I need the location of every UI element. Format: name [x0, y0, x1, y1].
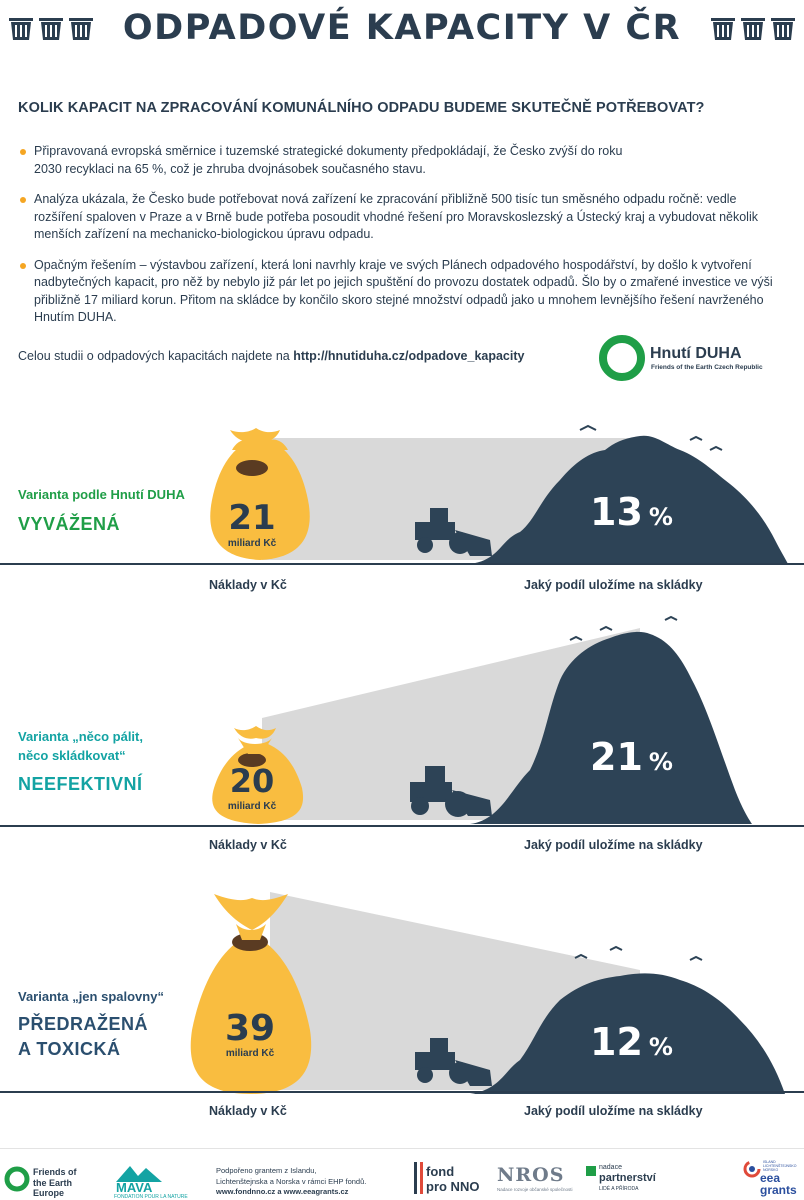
- section-question: KOLIK KAPACIT NA ZPRACOVÁNÍ KOMUNÁLNÍHO ODPADU BUDEME SKUTEČNĚ POTŘEBOVAT?: [18, 100, 705, 116]
- eea-line: grants: [760, 1183, 797, 1197]
- percent-sign: %: [648, 1033, 673, 1061]
- friends-of-earth-logo-icon: [4, 1166, 30, 1192]
- cost-label: Náklady v Kč: [209, 838, 287, 852]
- variant-subtitle: Varianta podle Hnutí DUHA: [18, 487, 185, 502]
- landfill-label: Jaký podíl uložíme na skládky: [524, 838, 703, 852]
- landfill-label: Jaký podíl uložíme na skládky: [524, 578, 703, 592]
- bullet-list: [18, 143, 778, 340]
- bullet-item: Analýza ukázala, že Česko bude potřebovat nová zařízení ke zpracování přibližně 500 tisíc tun směsného odpadu ročně: vedle rozšíření spaloven v Praze a v Brně bude potřeba posoudit vhodné řešení pro Moravskoslezský a Ústecký kraj a vybudovat několik menších zařízení na mechanicko-biologickou úpravu odpadu.: [18, 191, 778, 244]
- bird-icon: [710, 447, 722, 450]
- nadace-partnerstvi-icon: [586, 1166, 596, 1176]
- cost-unit: miliard Kč: [227, 538, 277, 549]
- nadace-line: nadace: [599, 1164, 622, 1171]
- variant-subtitle: Varianta „jen spalovny“: [18, 989, 164, 1004]
- cost-unit: miliard Kč: [227, 801, 277, 812]
- foe-logo-text: [33, 1167, 77, 1199]
- landfill-value: 13: [590, 490, 643, 534]
- fond-bar-red: [420, 1162, 423, 1194]
- support-text: [216, 1166, 366, 1198]
- study-line: [18, 349, 524, 363]
- eea-line: eea: [760, 1171, 781, 1185]
- bullet-item: Opačným řešením – výstavbou zařízení, která loni navrhly kraje ve svých Plánech odpadového hospodářství, by došlo k vytvoření nadbytečných kapacit, pro něž by nebylo již pár let po jejich spuštění do provozu dostatek odpadů. Šlo by o zmařené investice ve výši přibližně 17 miliard korun. Přitom na skládce by končilo skoro stejné množství odpadů jako u mnohem levnějšího řešení navrženého Hnutím DUHA.: [18, 257, 778, 327]
- support-line: www.fondnno.cz a www.eeagrants.cz: [216, 1187, 349, 1196]
- bag-knot: [236, 460, 268, 476]
- page-title: ODPADOVÉ KAPACITY V ČR: [122, 8, 682, 48]
- mava-logo-text: MAVA: [116, 1180, 153, 1195]
- nros-logo-subtitle: Nadace rozvoje občanské společnosti: [497, 1187, 573, 1192]
- bird-icon: [690, 957, 702, 960]
- cost-unit: miliard Kč: [225, 1048, 275, 1059]
- nadace-line-bold: partnerství: [599, 1172, 656, 1184]
- fond-line: fond: [426, 1164, 455, 1179]
- ground-line: [0, 563, 804, 565]
- percent-sign: %: [648, 748, 673, 776]
- variant-2-illustration: [0, 610, 804, 830]
- eea-grants-logo-icon: [743, 1160, 761, 1178]
- landfill-value: 12: [590, 1020, 643, 1064]
- landfill-value: 21: [590, 735, 643, 779]
- bird-icon: [690, 437, 702, 440]
- fond-bar: [414, 1162, 417, 1194]
- study-text: Celou studii o odpadových kapacitách najdete na: [18, 349, 294, 363]
- ground-line: [0, 1091, 804, 1093]
- hnuti-duha-logo-icon: [598, 333, 648, 383]
- landfill-label: Jaký podíl uložíme na skládky: [524, 1104, 703, 1118]
- landfill-percent: [590, 490, 673, 534]
- variant-title: NEEFEKTIVNÍ: [18, 774, 143, 794]
- support-line: Podpořeno grantem z Islandu,: [216, 1166, 317, 1175]
- fond-pro-nno-logo: [426, 1164, 479, 1194]
- variant-title-2: A TOXICKÁ: [18, 1039, 121, 1059]
- foe-line: the Earth: [33, 1177, 73, 1188]
- study-link[interactable]: http://hnutiduha.cz/odpadove_kapacity: [293, 349, 525, 363]
- variant-subtitle-2: něco skládkovat“: [18, 748, 126, 763]
- bird-icon: [575, 955, 587, 958]
- nadace-line-small: LIDÉ A PŘÍRODA: [599, 1186, 639, 1192]
- percent-sign: %: [648, 503, 673, 531]
- variant-title: PŘEDRAŽENÁ: [18, 1014, 149, 1034]
- bird-icon: [665, 617, 677, 620]
- cost-label: Náklady v Kč: [209, 578, 287, 592]
- mava-logo-subtitle: FONDATION POUR LA NATURE: [114, 1194, 188, 1200]
- variant-subtitle: Varianta „něco pálit,: [18, 729, 143, 744]
- eea-small-text: ISLAND LICHTENŠTEJNSKO NORSKO: [763, 1160, 797, 1172]
- cost-value: 21: [228, 498, 276, 538]
- duha-logo-name: Hnutí DUHA: [650, 345, 742, 362]
- nros-logo: NROS: [497, 1164, 565, 1186]
- bird-icon: [570, 637, 582, 640]
- cost-value: 39: [224, 1008, 276, 1049]
- variant-title: VYVÁŽENÁ: [18, 514, 121, 534]
- landfill-percent: [590, 1020, 673, 1064]
- footer-divider: [0, 1148, 804, 1149]
- eea-logo-text: [760, 1172, 797, 1196]
- support-line: Lichtenštejnska a Norska v rámci EHP fondů.: [216, 1176, 367, 1186]
- cost-value: 20: [229, 762, 275, 800]
- duha-logo-subtitle: Friends of the Earth Czech Republic: [651, 364, 763, 371]
- landfill-percent: [590, 735, 673, 779]
- foe-line: Europe: [33, 1188, 65, 1198]
- foe-line: Friends of: [33, 1167, 77, 1177]
- bird-icon: [600, 627, 612, 630]
- cost-label: Náklady v Kč: [209, 1104, 287, 1118]
- ground-line: [0, 825, 804, 827]
- bird-icon: [610, 947, 622, 950]
- bullet-item: Připravovaná evropská směrnice i tuzemské strategické dokumenty předpokládají, že Česko zvýší do roku 2030 recyklaci na 65 %, což je zhruba dvojnásobek současného stavu.: [18, 143, 624, 178]
- fond-line: pro NNO: [426, 1179, 480, 1194]
- bird-icon: [580, 426, 596, 430]
